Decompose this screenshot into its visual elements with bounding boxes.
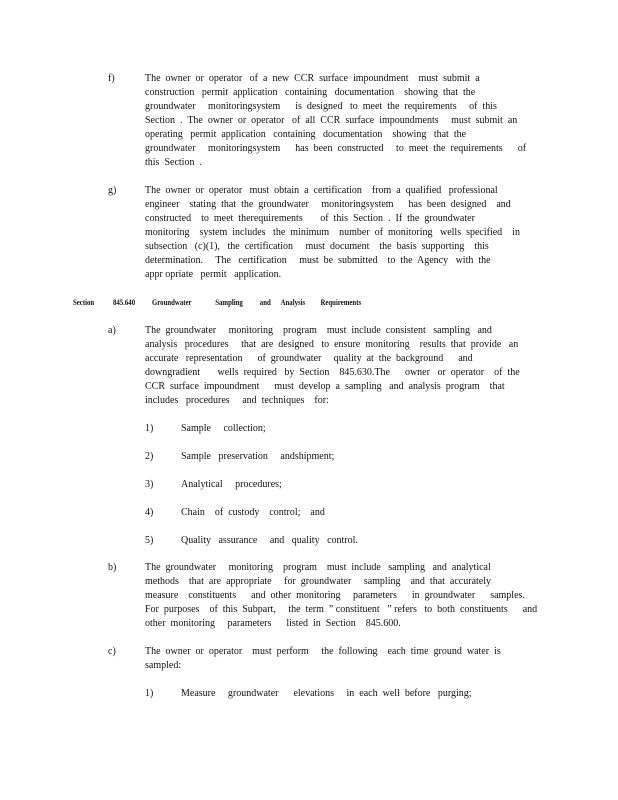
paragraph-line: sampled: — [145, 660, 182, 671]
subitem-number: 2) — [145, 451, 154, 462]
subitem-number: 3) — [145, 479, 154, 490]
paragraph-line: monitoring system includes the minimum number of monitoring wells specified in — [145, 227, 520, 238]
section-label: Section — [73, 298, 95, 307]
section-title: Groundwater Sampling and Analysis Requirements — [152, 298, 362, 307]
paragraph-line: this Section . — [145, 157, 202, 168]
paragraph-line: includes procedures and techniques for: — [145, 395, 329, 406]
subitem-number: 1) — [145, 688, 154, 699]
paragraph-line: constructed to meet therequirements of this Section . If the groundwater — [145, 213, 475, 224]
paragraph-line: For purposes of this Subpart, the term ” constituent ” refers to both constituents and — [145, 604, 538, 615]
section-number: 845.640 — [113, 298, 136, 307]
paragraph-line: CCR surface impoundment must develop a sampling and analysis program that — [145, 381, 505, 392]
subitem-text: Analytical procedures; — [181, 479, 282, 490]
paragraph-line: The groundwater monitoring program must include consistent sampling and — [145, 325, 492, 336]
paragraph-line: The owner or operator must perform the following each time ground water is — [145, 646, 501, 657]
paragraph-line: determination. The certification must be submitted to the Agency with the — [145, 255, 491, 266]
paragraph-line: subsection (c)(1), the certification must document the basis supporting this — [145, 241, 489, 252]
paragraph-line: The groundwater monitoring program must include sampling and analytical — [145, 562, 491, 573]
paragraph-line: engineer stating that the groundwater monitoringsystem has been designed and — [145, 199, 511, 210]
item-label-g: g) — [108, 185, 117, 196]
subitem-number: 4) — [145, 507, 154, 518]
subitem-text: Sample preservation andshipment; — [181, 451, 335, 462]
subitem-number: 1) — [145, 423, 154, 434]
paragraph-line: methods that are appropriate for groundwater sampling and that accurately — [145, 576, 491, 587]
item-label-c: c) — [108, 646, 116, 657]
paragraph-line: Section . The owner or operator of all CCR surface impoundments must submit an — [145, 115, 518, 126]
paragraph-line: analysis procedures that are designed to ensure monitoring results that provide an — [145, 339, 519, 350]
paragraph-line: accurate representation of groundwater quality at the background and — [145, 353, 473, 364]
paragraph-line: The owner or operator of a new CCR surface impoundment must submit a — [145, 73, 480, 84]
paragraph-line: measure constituents and other monitoring parameters in groundwater samples. — [145, 590, 525, 601]
paragraph-line: operating permit application containing documentation showing that the — [145, 129, 467, 140]
paragraph-line: other monitoring parameters listed in Section 845.600. — [145, 618, 401, 629]
subitem-number: 5) — [145, 535, 154, 546]
item-label-a: a) — [108, 325, 116, 336]
paragraph-line: groundwater monitoringsystem has been constructed to meet the requirements of — [145, 143, 527, 154]
subitem-text: Sample collection; — [181, 423, 266, 434]
paragraph-line: appr opriate permit application. — [145, 269, 282, 280]
subitem-text: Chain of custody control; and — [181, 507, 325, 518]
item-label-b: b) — [108, 562, 117, 573]
paragraph-line: construction permit application containing documentation showing that the — [145, 87, 476, 98]
subitem-text: Measure groundwater elevations in each well before purging; — [181, 688, 472, 699]
paragraph-line: downgradient wells required by Section 845.630.The owner or operator of the — [145, 367, 520, 378]
paragraph-line: groundwater monitoringsystem is designed to meet the requirements of this — [145, 101, 497, 112]
subitem-text: Quality assurance and quality control. — [181, 535, 358, 546]
item-label-f: f) — [108, 73, 115, 84]
paragraph-line: The owner or operator must obtain a certification from a qualified professional — [145, 185, 498, 196]
